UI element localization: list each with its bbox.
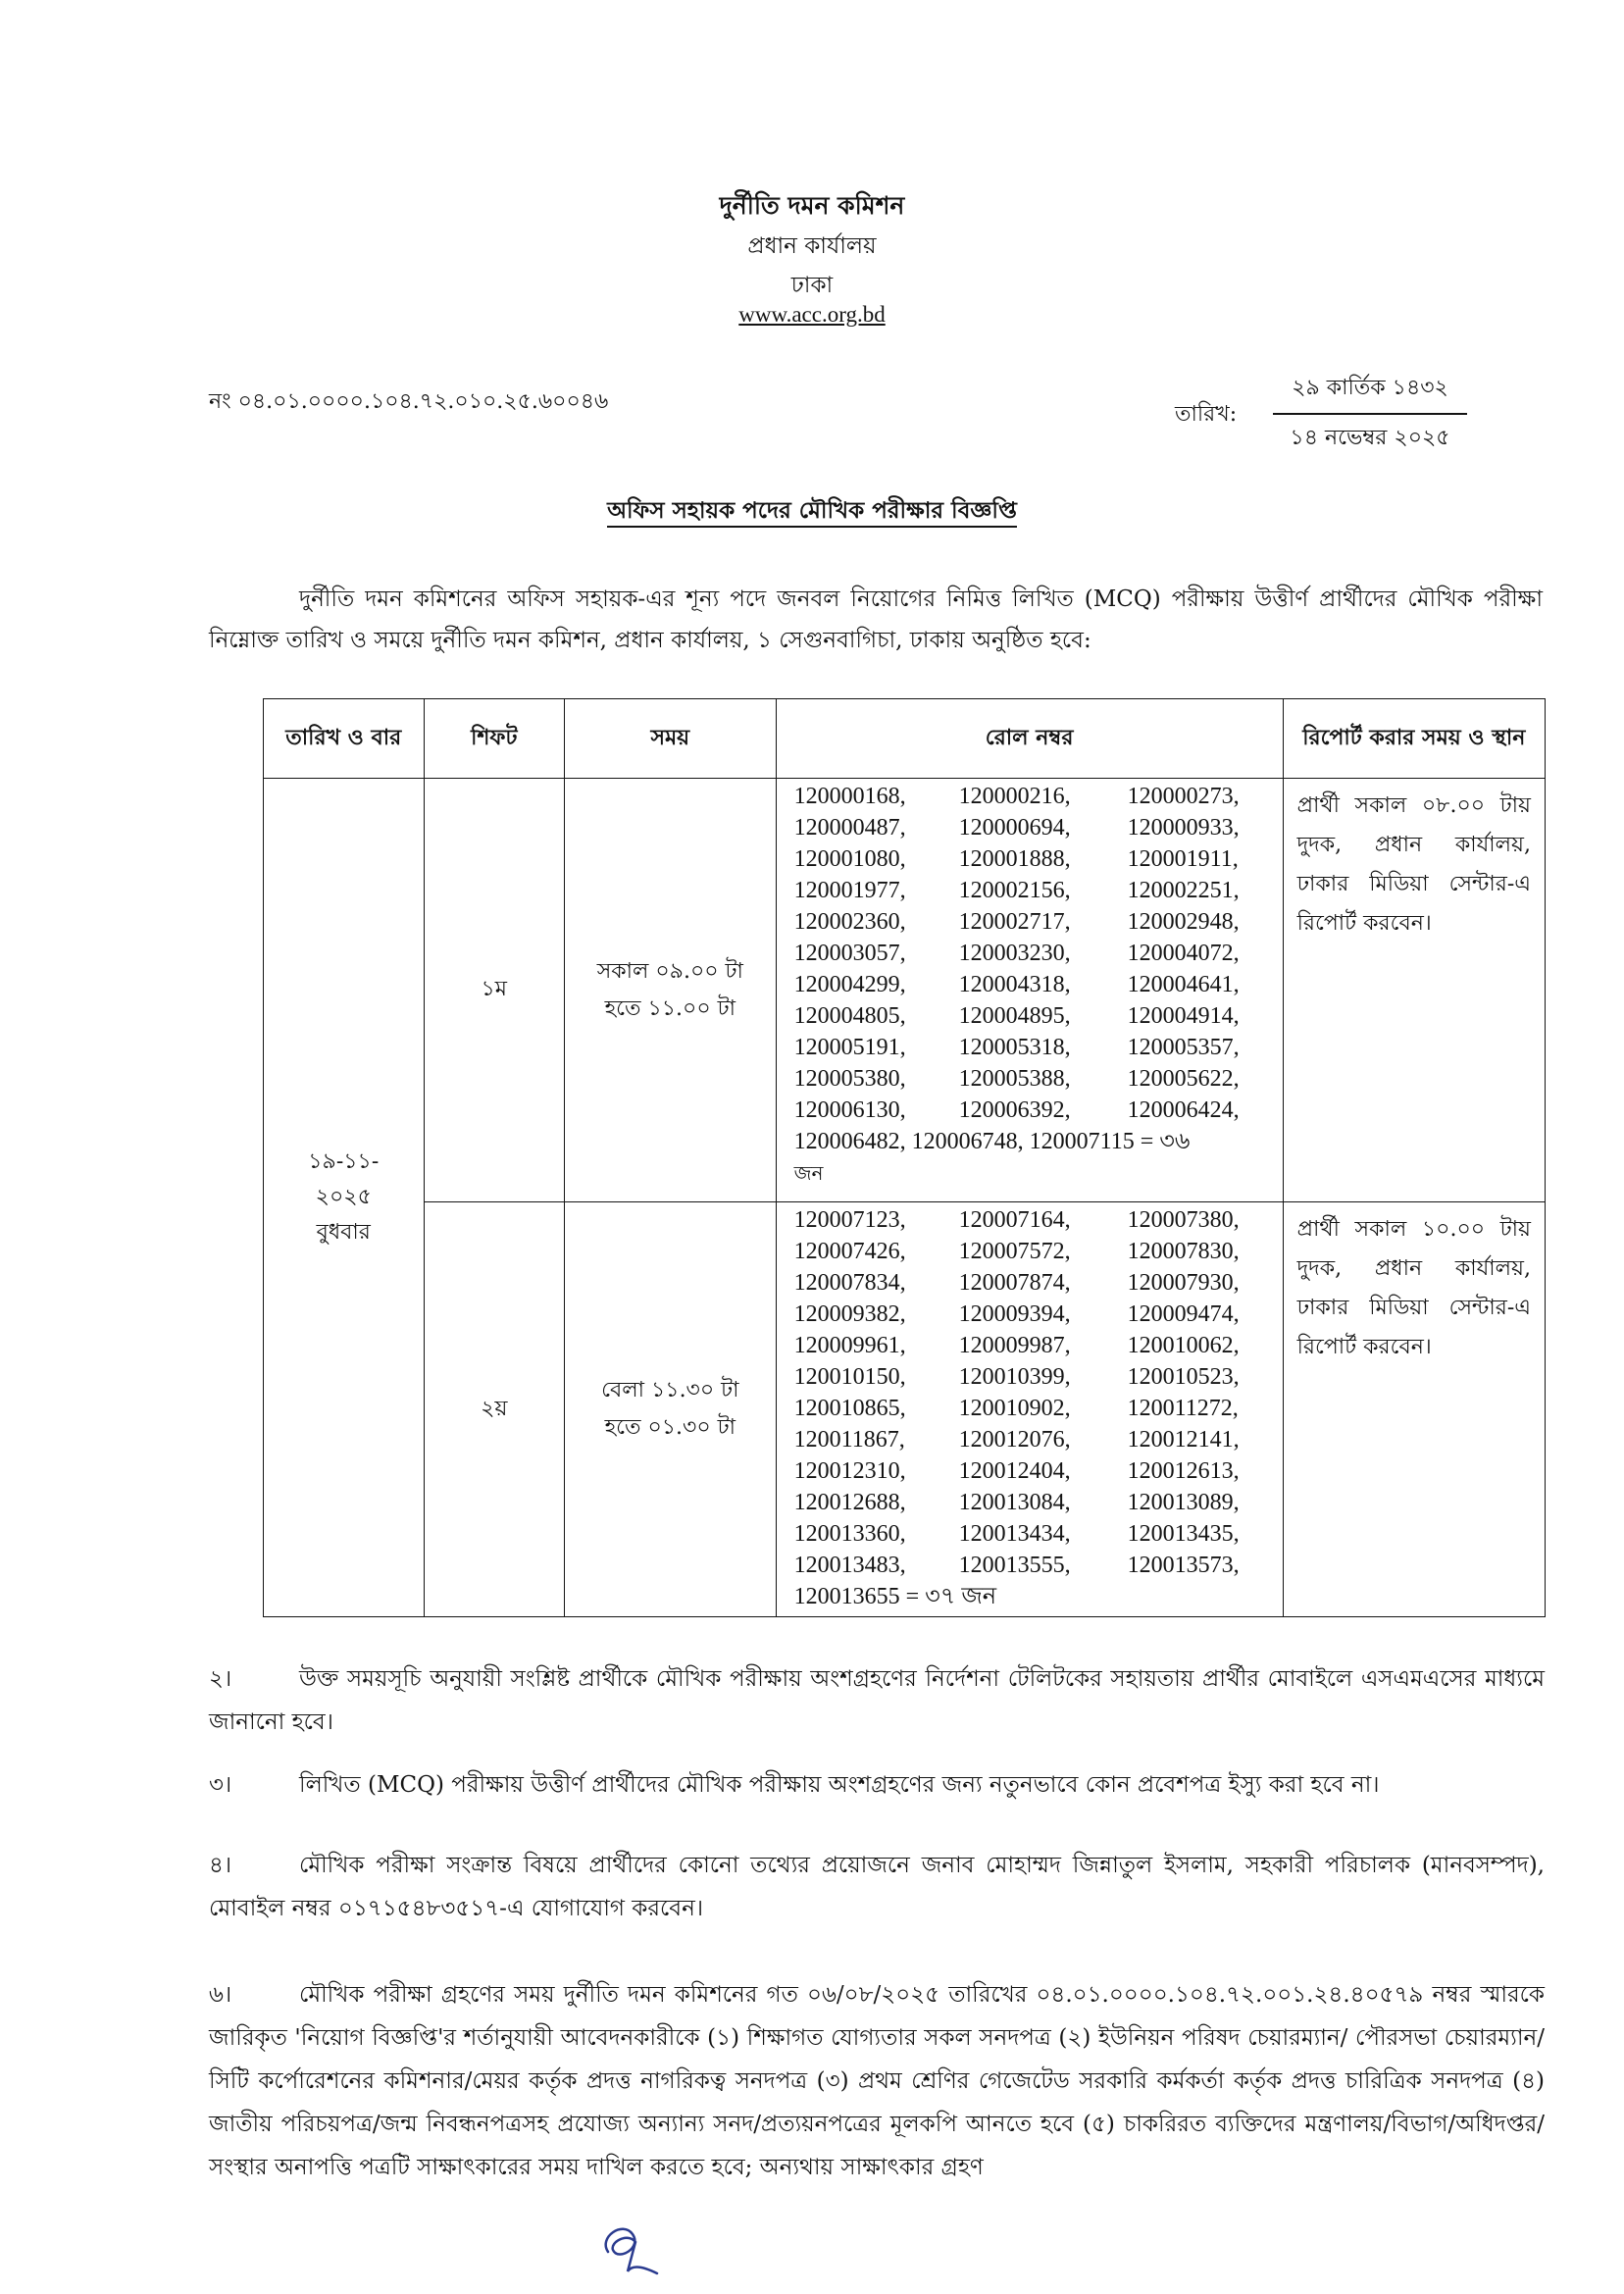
roll-number: 120000273, [1127,784,1240,809]
roll-number: 120006130, [793,1097,906,1123]
roll-number: 120006392, [958,1097,1071,1123]
roll-tail: 120006482, 120006748, 120007115 = ৩৬ [793,1129,1191,1154]
roll-number: 120013089, [1127,1490,1240,1515]
roll-number: 120007572, [958,1239,1071,1264]
time-start: বেলা ১১.৩০ টা [601,1378,739,1402]
time-cell [565,1202,777,1617]
date-line: ১৯-১১- [308,1149,380,1174]
table-header-row [264,699,1546,779]
table-row [264,779,1546,1202]
roll-number: 120009394, [958,1301,1071,1327]
table-row [264,1202,1546,1617]
memo-number: নং ০৪.০১.০০০০.১০৪.৭২.০১০.২৫.৬০০৪৬ [209,389,609,414]
roll-number: 120007380, [1127,1207,1240,1233]
time-cell [565,779,777,1202]
date-gregorian: ১৪ নভেম্বর ২০২৫ [1290,426,1450,450]
roll-number: 120012613, [1127,1458,1240,1484]
roll-list [794,781,1275,1126]
paragraph-3 [209,1763,1545,1807]
roll-number: 120013084, [958,1490,1071,1515]
roll-number: 120001911, [1127,846,1239,872]
roll-number: 120002251, [1127,878,1240,903]
paragraph-6 [209,1973,1545,2189]
roll-tail-unit: জন [793,1161,824,1185]
roll-number: 120002156, [958,878,1071,903]
roll-number: 120000168, [793,784,906,809]
header-date: তারিখ ও বার [264,699,425,779]
roll-number: 120004914, [1127,1003,1240,1029]
roll-number: 120013555, [958,1553,1071,1578]
roll-number: 120000933, [1127,815,1240,841]
paragraph-2 [209,1657,1545,1744]
roll-number: 120003230, [958,941,1071,966]
roll-number: 120000694, [958,815,1071,841]
date-bangla: ২৯ কার্তিক ১৪৩২ [1273,371,1467,415]
roll-number: 120007834, [793,1270,906,1296]
schedule-table [263,698,1546,1617]
roll-number: 120009382, [793,1301,906,1327]
report-cell: প্রার্থী সকাল ০৮.০০ টায় দুদক, প্রধান কার্যালয়, ঢাকার মিডিয়া সেন্টার-এ রিপোর্ট করবেন। [1283,779,1545,1202]
roll-number: 120009961, [793,1333,906,1358]
roll-tail: 120013655 = ৩৭ জন [793,1584,997,1609]
roll-number: 120005357, [1127,1035,1240,1060]
paragraph-text: মৌখিক পরীক্ষা গ্রহণের সময় দুর্নীতি দমন কমিশনের গত ০৬/০৮/২০২৫ তারিখের ০৪.০১.০০০০.১০৪.৭২.০০১.২৪.৪০৫৭৯ নম্বর স্মারকে জারিকৃত 'নিয়োগ বিজ্ঞপ্তি'র শর্তানুযায়ী আবেদনকারীকে (১) শিক্ষাগত যোগ্যতার সকল সনদপত্র (২) ইউনিয়ন পরিষদ চেয়ারম্যান/ পৌরসভা চেয়ারম্যান/সিটি কর্পোরেশনের কমিশনার/মেয়র কর্তৃক প্রদত্ত নাগরিকত্ব সনদপত্র (৩) প্রথম শ্রেণির গেজেটেড সরকারি কর্মকর্তা কর্তৃক প্রদত্ত চারিত্রিক সনদপত্র (৪) জাতীয় পরিচয়পত্র/জন্ম নিবন্ধনপত্রসহ প্রযোজ্য অন্যান্য সনদ/প্রত্যয়নপত্রের মূলকপি আনতে হবে (৫) চাকরিরত ব্যক্তিদের মন্ত্রণালয়/বিভাগ/অধিদপ্তর/সংস্থার অনাপত্তি পত্রটি সাক্ষাৎকারের সময় দাখিল করতে হবে; অন্যথায় সাক্ষাৎকার গ্রহণ [209,1982,1545,2180]
roll-number: 120011867, [793,1427,905,1453]
roll-number: 120001888, [958,846,1071,872]
roll-number: 120013483, [793,1553,906,1578]
roll-number: 120005191, [793,1035,906,1060]
roll-number: 120007930, [1127,1270,1240,1296]
date-label: তারিখ: [1175,402,1238,427]
paragraph-4 [209,1844,1545,1930]
roll-number: 120004895, [958,1003,1071,1029]
date-cell [264,779,425,1617]
roll-number: 120007123, [793,1207,906,1233]
date-line: ২০২৫ [315,1185,372,1209]
roll-number: 120012141, [1127,1427,1240,1453]
roll-number: 120005380, [793,1066,906,1092]
header-roll: রোল নম্বর [776,699,1283,779]
roll-number: 120010062, [1127,1333,1240,1358]
header-time: সময় [565,699,777,779]
paragraph-text: লিখিত (MCQ) পরীক্ষায় উত্তীর্ণ প্রার্থীদের মৌখিক পরীক্ষায় অংশগ্রহণের জন্য নতুনভাবে কোন প্রবেশপত্র ইস্যু করা হবে না। [299,1772,1380,1798]
roll-number: 120010865, [793,1396,906,1421]
roll-number: 120009987, [958,1333,1071,1358]
header-report: রিপোর্ট করার সময় ও স্থান [1283,699,1545,779]
roll-number: 120007164, [958,1207,1071,1233]
time-start: সকাল ০৯.০০ টা [596,958,743,984]
roll-number: 120004805, [793,1003,906,1029]
office-name: প্রধান কার্যালয় [747,233,877,259]
roll-number: 120012688, [793,1490,906,1515]
roll-number: 120006424, [1127,1097,1240,1123]
paragraph-number: ৩। [209,1772,232,1798]
time-end: হতে ১১.০০ টা [604,995,736,1021]
paragraph-text: মৌখিক পরীক্ষা সংক্রান্ত বিষয়ে প্রার্থীদের কোনো তথ্যের প্রয়োজনে জনাব মোহাম্মদ জিন্নাতুল ইসলাম, সহকারী পরিচালক (মানবসম্পদ), মোবাইল নম্বর ০১৭১৫৪৮৩৫১৭-এ যোগাযোগ করবেন। [209,1853,1545,1921]
date-box [1273,371,1467,457]
roll-number: 120012076, [958,1427,1071,1453]
signature-mark [588,2213,677,2291]
paragraph-number: ৪। [209,1853,232,1878]
roll-number: 120000216, [958,784,1071,809]
roll-number: 120007874, [958,1270,1071,1296]
organization-name: দুর্নীতি দমন কমিশন [719,191,905,220]
header-shift: শিফট [424,699,564,779]
roll-number: 120007426, [793,1239,906,1264]
paragraph-text: উক্ত সময়সূচি অনুযায়ী সংশ্লিষ্ট প্রার্থীকে মৌখিক পরীক্ষায় অংশগ্রহণের নির্দেশনা টেলিটকের সহায়তায় প্রার্থীর মোবাইলে এসএমএসের মাধ্যমে জানানো হবে। [209,1666,1545,1735]
roll-number: 120010399, [958,1364,1071,1390]
shift-cell: ১ম [424,779,564,1202]
roll-number: 120010902, [958,1396,1071,1421]
roll-number: 120007830, [1127,1239,1240,1264]
roll-number: 120004072, [1127,941,1240,966]
roll-cell [776,779,1283,1202]
roll-number: 120005318, [958,1035,1071,1060]
roll-number: 120005622, [1127,1066,1240,1092]
roll-number: 120011272, [1127,1396,1239,1421]
website-link[interactable]: www.acc.org.bd [738,302,886,327]
roll-number: 120004641, [1127,972,1240,997]
report-cell: প্রার্থী সকাল ১০.০০ টায় দুদক, প্রধান কার্যালয়, ঢাকার মিডিয়া সেন্টার-এ রিপোর্ট করবেন। [1283,1202,1545,1617]
roll-number: 120002948, [1127,909,1240,935]
roll-number: 120010150, [793,1364,906,1390]
roll-number: 120012404, [958,1458,1071,1484]
roll-number: 120010523, [1127,1364,1240,1390]
city-name: ঢাকা [790,273,834,298]
roll-number: 120002360, [793,909,906,935]
shift-cell: ২য় [424,1202,564,1617]
notice-title [0,492,1624,531]
roll-number: 120001080, [793,846,906,872]
roll-number: 120009474, [1127,1301,1240,1327]
roll-number: 120013573, [1127,1553,1240,1578]
roll-number: 120004299, [793,972,906,997]
roll-number: 120012310, [793,1458,906,1484]
roll-number: 120013434, [958,1521,1071,1547]
roll-number: 120005388, [958,1066,1071,1092]
intro-paragraph: দুর্নীতি দমন কমিশনের অফিস সহায়ক-এর শূন্য পদে জনবল নিয়োগের নিমিত্ত লিখিত (MCQ) পরীক্ষায় উত্তীর্ণ প্রার্থীদের মৌখিক পরীক্ষা নিম্নোক্ত তারিখ ও সময়ে দুর্নীতি দমন কমিশন, প্রধান কার্যালয়, ১ সেগুনবাগিচা, ঢাকায় অনুষ্ঠিত হবে: [209,586,1543,653]
roll-list [794,1204,1275,1581]
paragraph-number: ২। [209,1666,232,1692]
paragraph-number: ৬। [209,1982,232,2008]
roll-number: 120002717, [958,909,1071,935]
roll-number: 120004318, [958,972,1071,997]
roll-number: 120013360, [793,1521,906,1547]
roll-number: 120013435, [1127,1521,1240,1547]
roll-cell [776,1202,1283,1617]
roll-number: 120000487, [793,815,906,841]
roll-number: 120001977, [793,878,906,903]
notice-title-text: অফিস সহায়ক পদের মৌখিক পরীক্ষার বিজ্ঞপ্তি [607,497,1017,528]
time-end: হতে ০১.৩০ টা [604,1415,736,1440]
day-name: বুধবার [316,1220,371,1245]
roll-number: 120003057, [793,941,906,966]
